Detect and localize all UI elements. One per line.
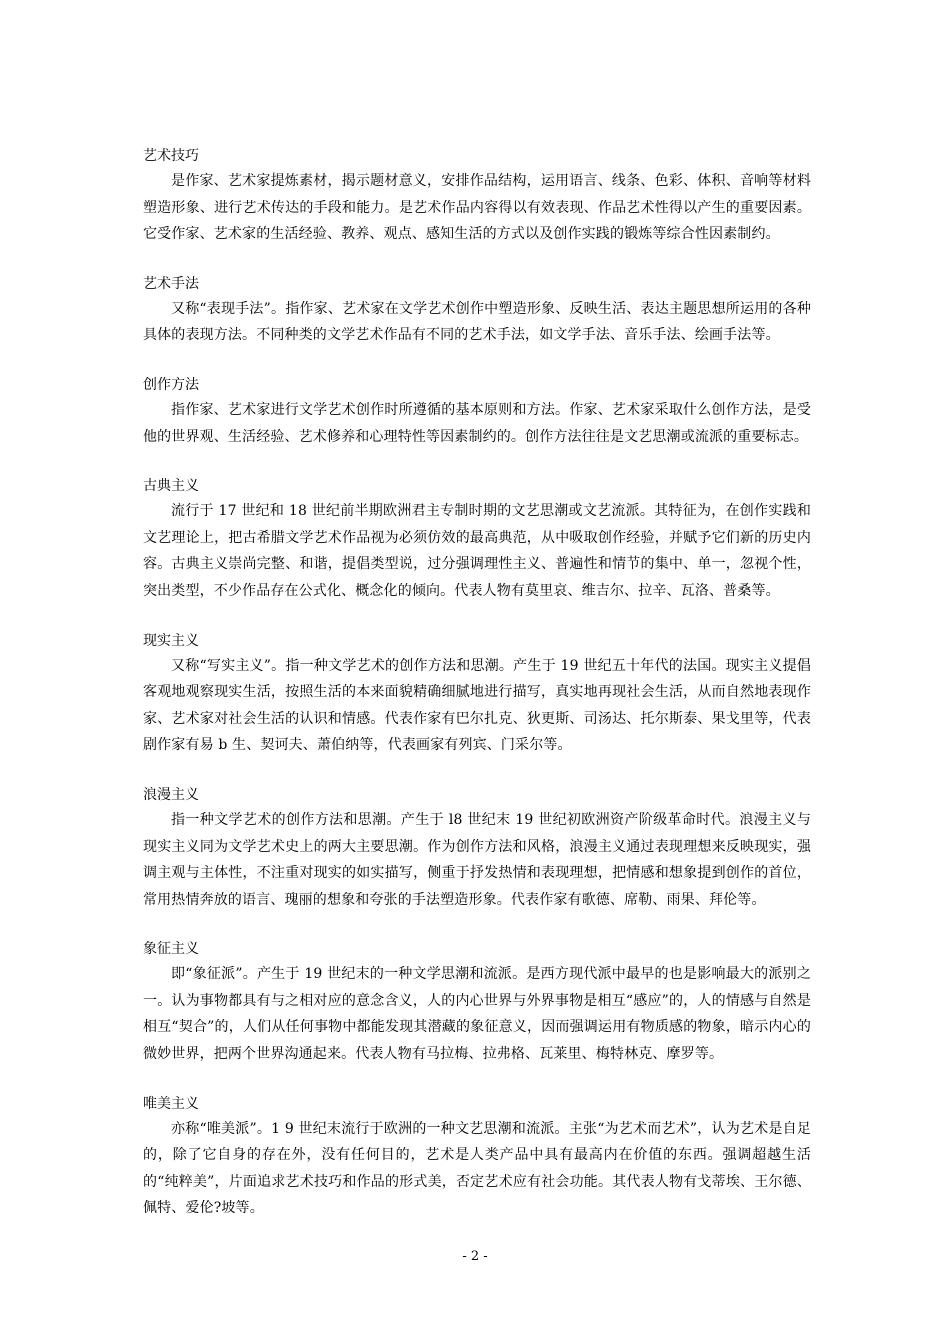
term-heading: 古典主义 — [143, 478, 199, 495]
entry-romanticism — [143, 781, 811, 913]
entry-symbolism — [143, 935, 811, 1067]
term-heading: 现实主义 — [143, 632, 199, 649]
term-heading: 浪漫主义 — [143, 786, 199, 803]
term-heading: 象征主义 — [143, 941, 199, 958]
term-definition: 又称“写实主义”。指一种文学艺术的创作方法和思潮。产生于 19 世纪五十年代的法国。现实主义提倡客观地观察现实生活，按照生活的本来面貌精确细腻地进行描写，真实地再现社会生活，从而自然地表现作家、艺术家对社会生活的认识和情感。代表作家有巴尔扎克、狄更斯、司汤达、托尔斯泰、果戈里等，代表剧作家有易 b 生、契诃夫、萧伯纳等，代表画家有列宾、门采尔等。 — [143, 657, 811, 754]
entry-artistic-technique — [143, 142, 811, 248]
page-number: - 2 - — [462, 1249, 488, 1264]
term-definition: 流行于 17 世纪和 18 世纪前半期欧洲君主专制时期的文艺思潮或文艺流派。其特征为，在创作实践和文艺理论上，把古希腊文学艺术作品视为必须仿效的最高典范，从中吸取创作经验，并赋予它们新的历史内容。古典主义崇尚完整、和谐，提倡类型说，过分强调理性主义、普遍性和情节的集中、单一，忽视个性，突出类型，不少作品存在公式化、概念化的倾向。代表人物有莫里哀、维吉尔、拉辛、瓦洛、普桑等。 — [143, 503, 811, 599]
entry-realism — [143, 627, 811, 759]
term-definition: 指作家、艺术家进行文学艺术创作时所遵循的基本原则和方法。作家、艺术家采取什么创作方法，是受他的世界观、生活经验、艺术修养和心理特性等因素制约的。创作方法往往是文艺思潮或流派的重要标志。 — [143, 401, 811, 445]
term-heading: 创作方法 — [143, 376, 199, 393]
term-heading: 艺术技巧 — [143, 148, 199, 164]
entry-classicism — [143, 472, 811, 604]
entry-creative-method — [143, 371, 811, 450]
term-definition: 又称“表现手法”。指作家、艺术家在文学艺术创作中塑造形象、反映生活、表达主题思想所运用的各种具体的表现方法。不同种类的文学艺术作品有不同的艺术手法，如文学手法、音乐手法、绘画手法等。 — [143, 300, 811, 344]
term-definition: 指一种文学艺术的创作方法和思潮。产生于 l8 世纪末 19 世纪初欧洲资产阶级革命时代。浪漫主义与现实主义同为文学艺术史上的两大主要思潮。作为创作方法和风格，浪漫主义通过表现理想来反映现实，强调主观与主体性，不注重对现实的如实描写，侧重于抒发热情和表现理想，把情感和想象提到创作的首位，常用热情奔放的语言、瑰丽的想象和夸张的手法塑造形象。代表作家有歌德、席勒、雨果、拜伦等。 — [143, 811, 811, 908]
term-definition: 是作家、艺术家提炼素材，揭示题材意义，安排作品结构，运用语言、线条、色彩、体积、音响等材料塑造形象、进行艺术传达的手段和能力。是艺术作品内容得以有效表现、作品艺术性得以产生的重要因素。它受作家、艺术家的生活经验、教养、观点、感知生活的方式以及创作实践的锻炼等综合性因素制约。 — [143, 173, 811, 243]
term-definition: 亦称“唯美派”。1 9 世纪末流行于欧洲的一种文艺思潮和流派。主张“为艺术而艺术”，认为艺术是自足的，除了它自身的存在外，没有任何目的，艺术是人类产品中具有最高内在价值的东西。强调超越生活的“纯粹美”，片面追求艺术技巧和作品的形式美，否定艺术应有社会功能。其代表人物有戈蒂埃、王尔德、佩特、爱伦?坡等。 — [143, 1120, 811, 1217]
term-definition: 即“象征派”。产生于 19 世纪末的一种文学思潮和流派。是西方现代派中最早的也是影响最大的派别之一。认为事物都具有与之相对应的意念含义，人的内心世界与外界事物是相互“感应”的，人的情感与自然是相互“契合”的，人们从任何事物中都能发现其潜藏的象征意义，因而强调运用有物质感的物象，暗示内心的微妙世界，把两个世界沟通起来。代表人物有马拉梅、拉弗格、瓦莱里、梅特林克、摩罗等。 — [143, 966, 811, 1063]
document-body — [143, 142, 811, 1244]
entry-artistic-method — [143, 270, 811, 349]
entry-aestheticism — [143, 1090, 811, 1222]
term-heading: 艺术手法 — [143, 275, 199, 292]
term-heading: 唯美主义 — [143, 1095, 199, 1112]
